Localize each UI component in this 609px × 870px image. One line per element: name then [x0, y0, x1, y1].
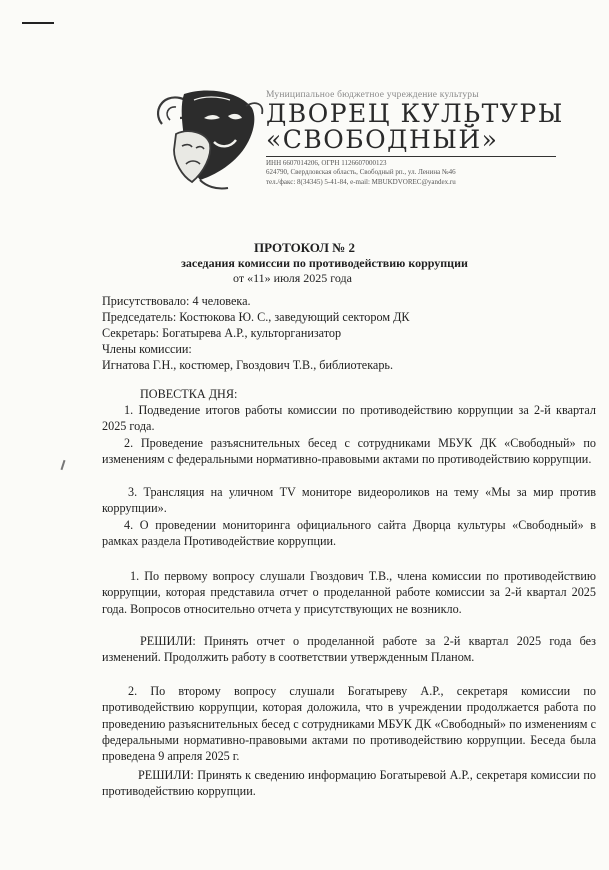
discussion-question-1: 1. По первому вопросу слушали Гвоздович Т.В., члена комиссии по противодействию коррупции, которая представила отчет о проделанной работе комиссии за 2-й квартал 2025 года. Вопросов относительно отчета у присутствующих не возникло.: [102, 569, 596, 616]
attendance-present: Присутствовало: 4 человека.: [102, 294, 251, 308]
theatre-masks-logo-icon: [148, 84, 268, 194]
discussion-question-2: 2. По второму вопросу слушали Богатыреву А.Р., секретаря комиссии по противодействию коррупции, которая доложила, что в учреждении продолжается работа по проведению разъяснительных бесед с сотрудниками МБУК ДК «Свободный» по изменениям с федеральными нормативно-правовыми актами по противодействию коррупции. Беседа была проведена 9 апреля 2025 г.: [102, 684, 596, 764]
scan-speck: [61, 460, 66, 470]
agenda-item-1: 1. Подведение итогов работы комиссии по противодействию коррупции за 2-й квартал 2025 года.: [102, 403, 596, 434]
org-requisites-1: ИНН 6607014206, ОГРН 1126607000123: [266, 159, 387, 167]
letterhead: [148, 84, 568, 194]
attendance-chairman: Председатель: Костюкова Ю. С., заведующий сектором ДК: [102, 310, 410, 324]
org-type: Муниципальное бюджетное учреждение культуры: [266, 90, 479, 100]
attendance-members-label: Члены комиссии:: [102, 342, 192, 356]
agenda-heading: ПОВЕСТКА ДНЯ:: [140, 387, 238, 401]
org-name-line2: «СВОБОДНЫЙ»: [266, 125, 499, 155]
protocol-title: ПРОТОКОЛ № 2: [253, 240, 356, 255]
decision-2: РЕШИЛИ: Принять к сведению информацию Богатыревой А.Р., секретаря комиссии по противодействию коррупции.: [102, 768, 596, 799]
protocol-date: от «11» июля 2025 года: [233, 271, 352, 285]
org-requisites-2: 624790, Свердловская область, Свободный рп., ул. Ленина №46: [266, 168, 456, 177]
agenda-item-4: 4. О проведении мониторинга официального сайта Дворца культуры «Свободный» в рамках раздела Противодействие коррупции.: [102, 518, 596, 549]
agenda-item-2: 2. Проведение разъяснительных бесед с сотрудниками МБУК ДК «Свободный» по изменениям с федеральными нормативно-правовыми актами по противодействию коррупции.: [102, 436, 596, 467]
attendance-members: Игнатова Г.Н., костюмер, Гвоздович Т.В., библиотекарь.: [102, 358, 394, 372]
org-name-line1: ДВОРЕЦ КУЛЬТУРЫ: [266, 99, 564, 128]
scan-mark: [22, 22, 54, 24]
organization-block: [266, 90, 566, 187]
attendance-secretary: Секретарь: Богатырева А.Р., культорганизатор: [102, 326, 342, 340]
letterhead-divider: [266, 156, 556, 158]
protocol-subject: заседания комиссии по противодействию коррупции: [181, 256, 468, 270]
decision-1: РЕШИЛИ: Принять отчет о проделанной работе за 2-й квартал 2025 года без изменений. Продолжить работу в соответствии утвержденным Планом.: [102, 634, 596, 665]
agenda-item-3: 3. Трансляция на уличном TV мониторе видеороликов на тему «Мы за мир против коррупции».: [102, 485, 596, 516]
org-requisites-3: тел./факс: 8(34345) 5-41-84, e-mail: MBUKDVOREC@yandex.ru: [266, 177, 456, 186]
